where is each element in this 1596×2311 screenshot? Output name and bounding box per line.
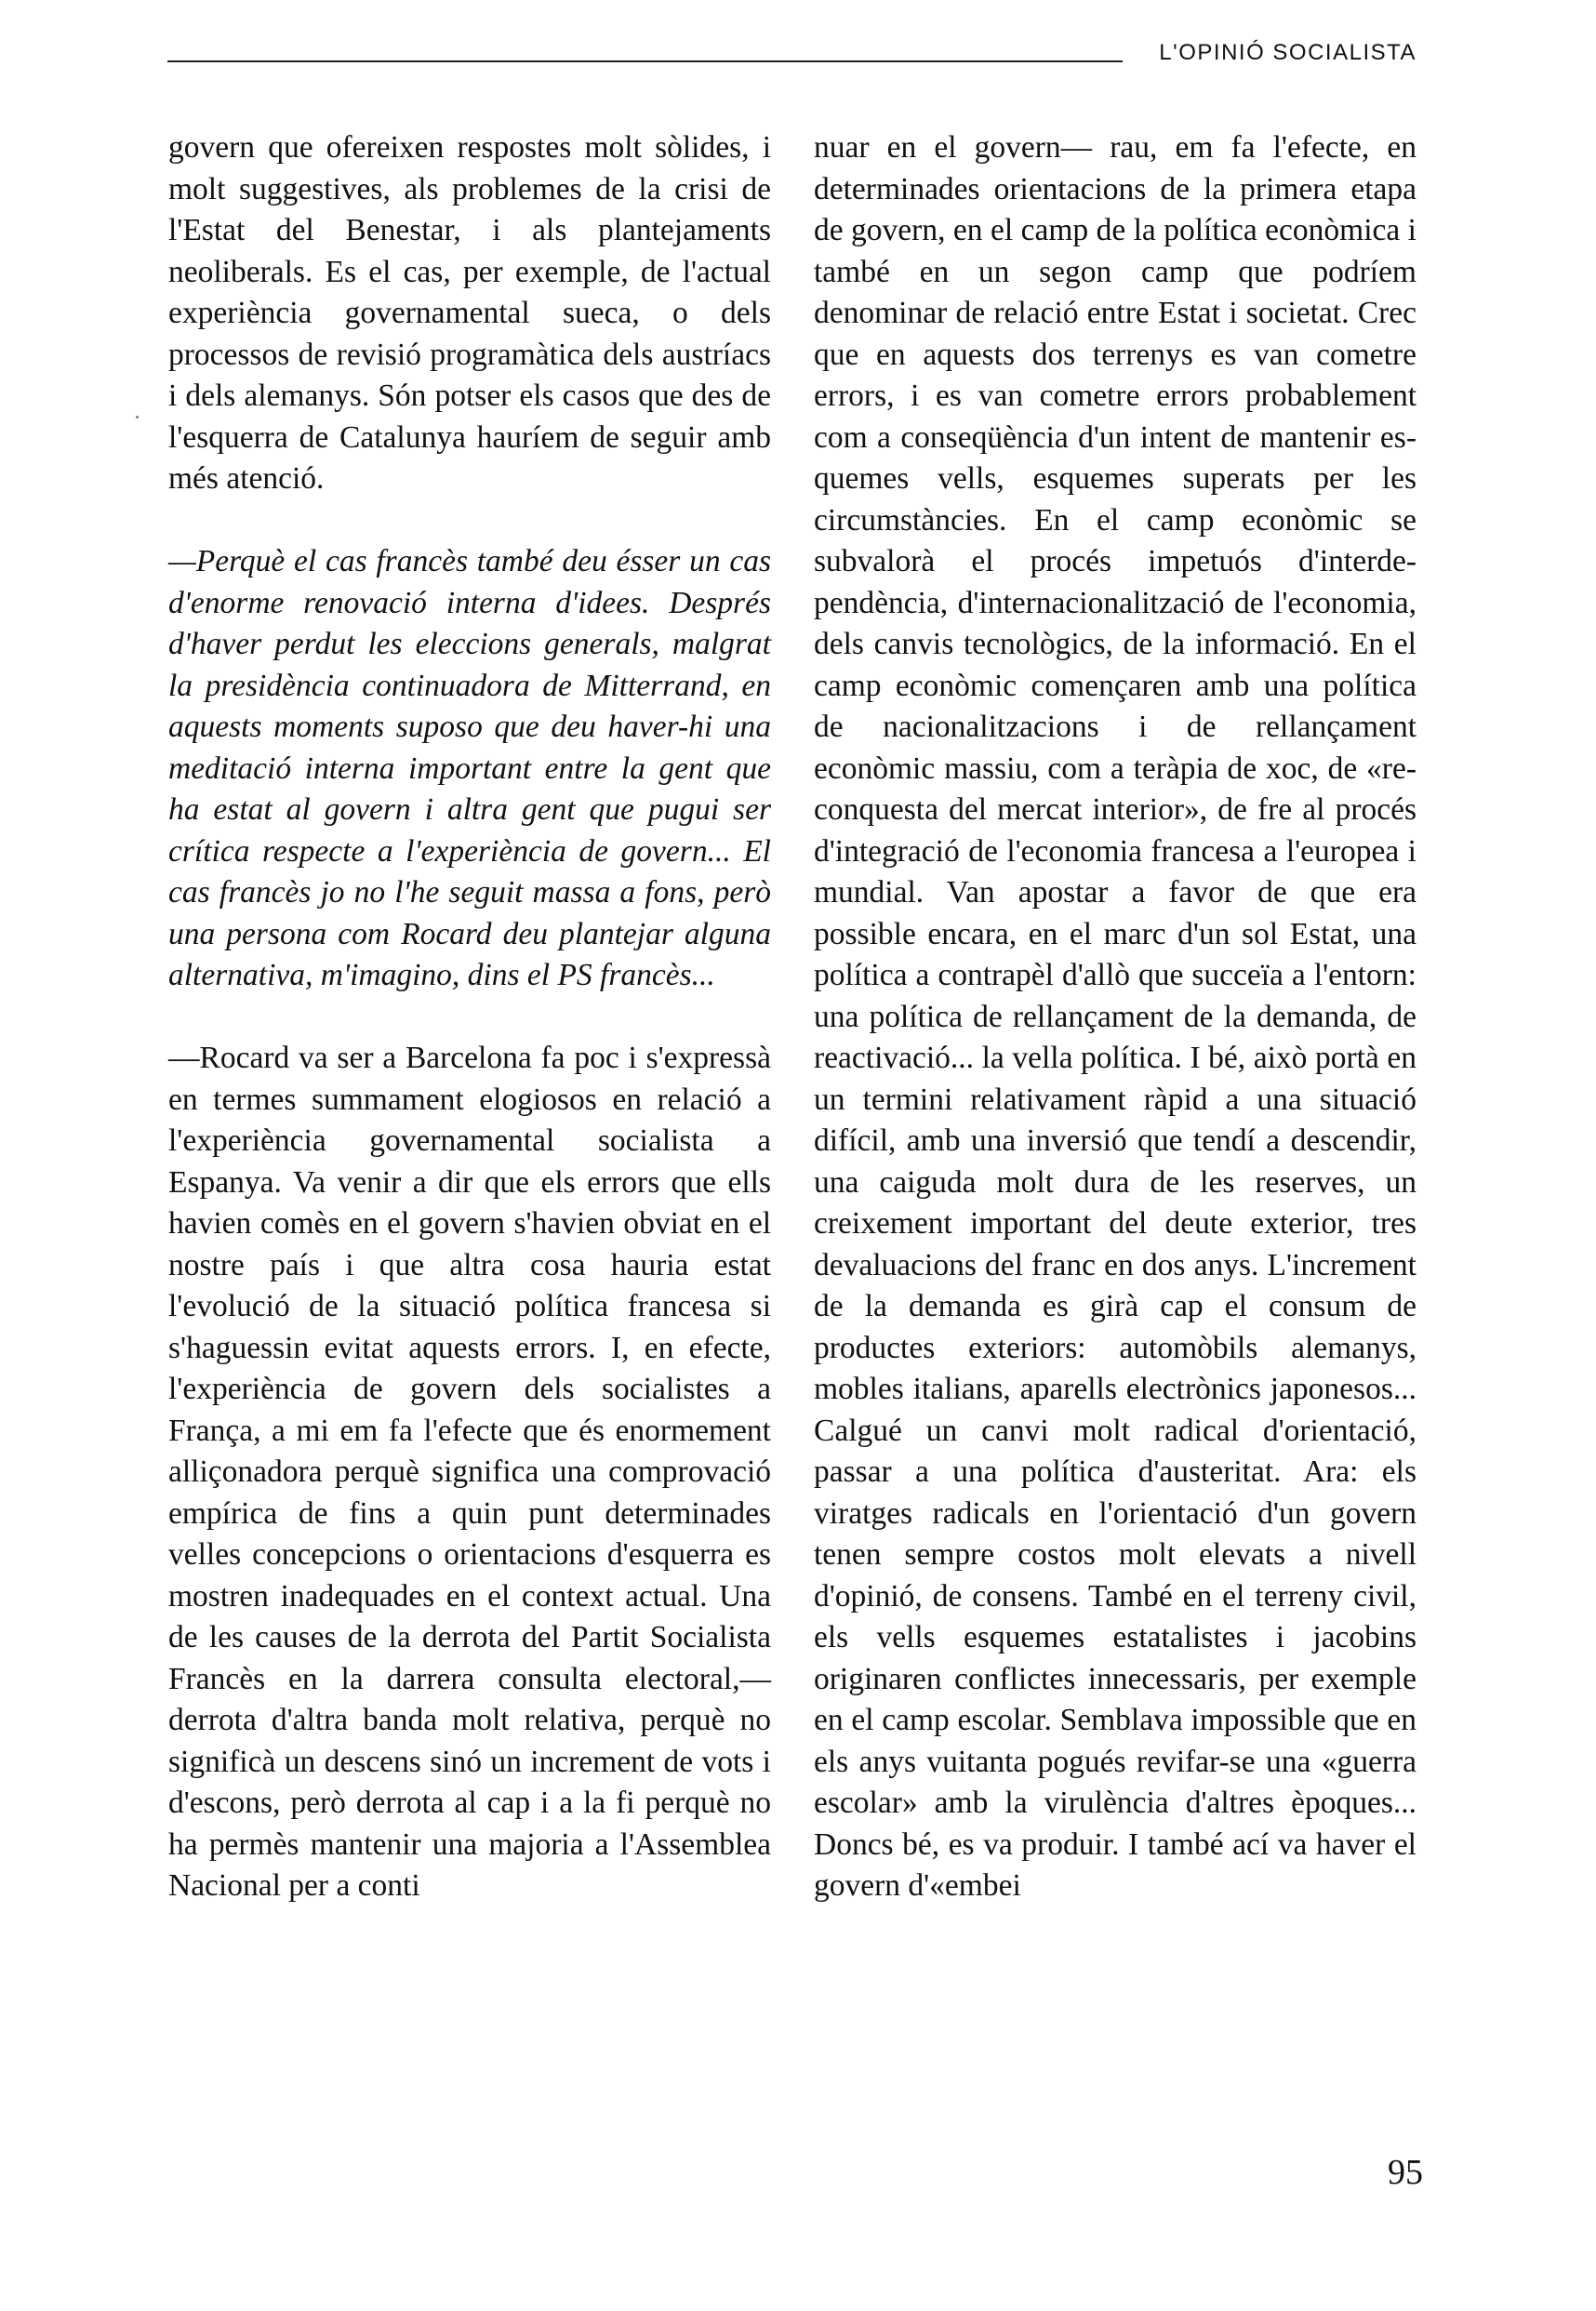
left-paragraph-1: govern que ofereixen respostes molt sòlides, i molt suggestives, als problemes de la crisi de l'Estat del Benestar, i als plantejaments neoliberals. Es el cas, per exemple, de l'actual experiència governamental sueca, o dels processos de revisió programàtica dels austríacs i dels alemanys. Són potser els casos que des de l'esquerra de Catalunya hauríem de seguir amb més atenció. xyxy=(168,130,771,496)
page-number: 95 xyxy=(1388,2153,1423,2192)
interview-question: —Perquè el cas francès també deu ésser un cas d'enorme renovació interna d'idees. Després d'haver perdut les eleccions generals, malgrat la presidència continuadora de Mitterrand, en aquests moments suposo que deu haver-hi una meditació interna important entre la gent que ha estat al govern i altra gent que pugui ser crítica respecte a l'experiència de govern... El cas francès jo no l'he seguit massa a fons, però una persona com Rocard deu plantejar alguna alternativa, m'imagino, dins el PS francès... xyxy=(168,544,771,992)
left-paragraph-3: —Rocard va ser a Barcelona fa poc i s'expressà en termes summament elogiosos en relació a l'experiència governamental socialista a Espanya. Va venir a dir que els errors que ells havien comès en el govern s'havien obviat en el nostre país i que altra cosa hauria estat l'evolució de la situació política francesa si s'haguessin evitat aquests errors. I, en efecte, l'experiència de govern dels socialistes a França, a mi em fa l'efecte que és enormement alliçonadora perquè significa una comprovació empírica de fins a quin punt determinades velles concepcions o orientacions d'esquerra es mostren inadequades en el context actual. Una de les causes de la derrota del Partit Socialista Francès en la darrera consulta electoral,—derrota d'altra banda molt relativa, perquè no significà un descens sinó un increment de vots i d'escons, però derrota al cap i a la fi perquè no ha permès mantenir una majoria a l'Assemblea Nacional per a conti xyxy=(168,1041,771,1903)
header-rule xyxy=(167,60,1123,62)
scan-speck xyxy=(136,416,139,418)
running-head: L'OPINIÓ SOCIALISTA xyxy=(1148,40,1416,66)
right-column xyxy=(814,127,1416,1907)
left-column xyxy=(168,127,771,1907)
right-paragraph-1: nuar en el govern— rau, em fa l'efecte, en determinades orientacions de la primera etapa de govern, en el camp de la política econòmica i també en un segon camp que podríem denominar de relació entre Estat i societat. Crec que en aquests dos terrenys es van cometre errors, i es van cometre errors probablement com a conseqüència d'un intent de mantenir esquemes vells, esquemes superats per les circumstàncies. En el camp econòmic se subvalorà el procés impetuós d'interdependència, d'internacionalització de l'economia, dels canvis tecnològics, de la informació. En el camp econòmic començaren amb una política de nacionalitzacions i de rellançament econòmic massiu, com a teràpia de xoc, de «reconquesta del mercat interior», de fre al procés d'integració de l'economia francesa a l'europea i mundial. Van apostar a favor de que era possible encara, en el marc d'un sol Estat, una política a contrapèl d'allò que succeïa a l'entorn: una política de rellançament de la demanda, de reactivació... la vella política. I bé, això portà en un termini relativament ràpid a una situació difícil, amb una inversió que tendí a descendir, una caiguda molt dura de les reserves, un creixement important del deute exterior, tres devaluacions del franc en dos anys. L'increment de la demanda es girà cap el consum de productes exteriors: automòbils alemanys, mobles italians, aparells electrònics japonesos... Calgué un canvi molt radical d'orientació, passar a una política d'austeritat. Ara: els viratges radicals en l'orientació d'un govern tenen sempre costos molt elevats a nivell d'opinió, de consens. També en el terreny civil, els vells esquemes estatalistes i jacobins originaren conflictes innecessaris, per exemple en el camp escolar. Semblava impossible que en els anys vuitanta pogués revifar-se una «guerra escolar» amb la virulència d'altres èpoques... Doncs bé, es va produir. I també ací va haver el govern d'«embei xyxy=(814,130,1416,1903)
